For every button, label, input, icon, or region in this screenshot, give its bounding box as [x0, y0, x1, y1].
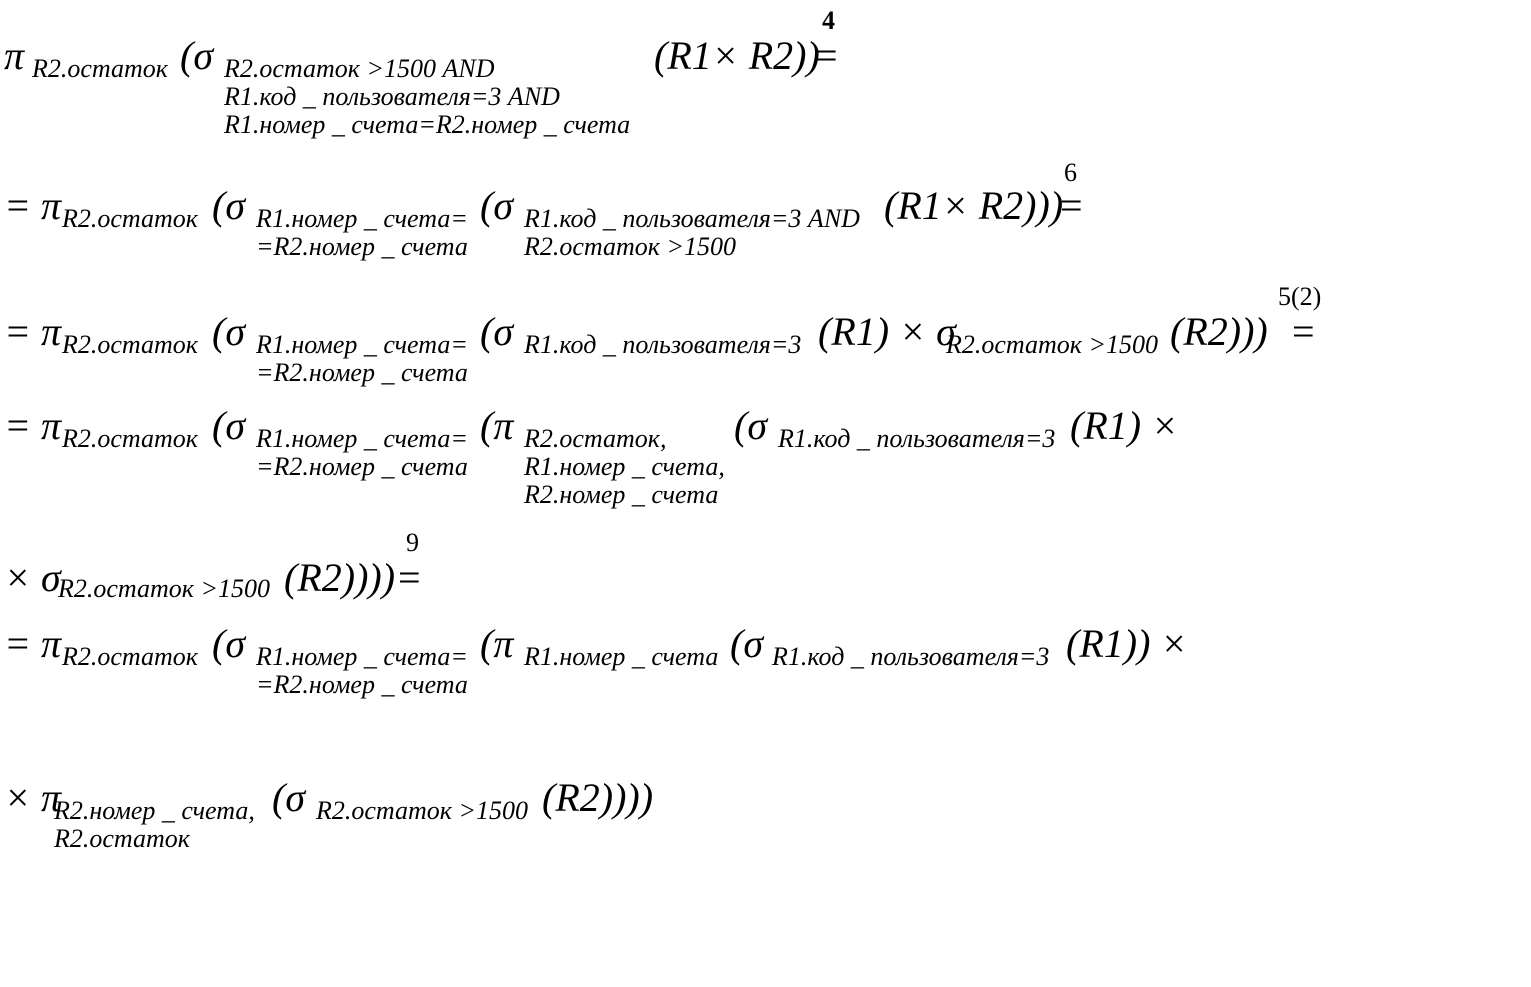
formula-subscript: R1.номер _ счета= — [256, 330, 468, 359]
formula-subscript: R2.остаток — [62, 424, 198, 453]
formula-term: (R1)) × — [1066, 621, 1188, 666]
formula-subscript: R2.остаток — [62, 642, 198, 671]
formula-term: (σ — [212, 309, 246, 354]
formula-term: × σ — [4, 555, 61, 600]
formula-term: (R2)))) — [284, 555, 396, 600]
formula-term: (σ — [212, 183, 246, 228]
formula-term: (R1) × — [1070, 403, 1179, 448]
formula-subscript: R1.номер _ счета — [524, 642, 719, 671]
formula-subscript: R1.номер _ счета=R2.номер _ счета — [224, 110, 631, 139]
formula-subscript: R1.код _ пользователя=3 — [778, 424, 1056, 453]
formula-subscript: R2.остаток >1500 — [316, 796, 528, 825]
formula-subscript: R2.остаток — [54, 824, 190, 853]
formula-term: (R1) × σ — [818, 309, 956, 354]
step-number: 4 — [822, 6, 835, 35]
formula-subscript: R2.номер _ счета, — [54, 796, 255, 825]
formula-term: = — [815, 33, 838, 78]
formula-term: × π — [4, 775, 62, 820]
step-number: 9 — [406, 528, 419, 557]
formula-term: = — [398, 555, 421, 600]
formula-term: (π — [480, 621, 514, 666]
formula-term: (σ — [212, 403, 246, 448]
formula-subscript: =R2.номер _ счета — [256, 670, 468, 699]
formula-term: (σ — [480, 309, 514, 354]
step-number: 5(2) — [1278, 282, 1322, 311]
formula-term: (σ — [730, 621, 764, 666]
formula-subscript: R1.код _ пользователя=3 AND — [224, 82, 560, 111]
formula-subscript: R1.код _ пользователя=3 AND — [524, 204, 860, 233]
formula-subscript: R1.код _ пользователя=3 — [524, 330, 802, 359]
formula-subscript: R2.остаток >1500 — [524, 232, 736, 261]
formula-subscript: R2.остаток — [62, 204, 198, 233]
formula-term: π — [4, 33, 25, 78]
formula-term: = — [1060, 183, 1083, 228]
formula-subscript: R1.номер _ счета= — [256, 424, 468, 453]
formula-term: (σ — [212, 621, 246, 666]
formula-subscript: R2.остаток >1500 — [946, 330, 1158, 359]
formula-subscript: R2.номер _ счета — [524, 480, 719, 509]
formula-subscript: =R2.номер _ счета — [256, 232, 468, 261]
formula-subscript: R1.номер _ счета= — [256, 204, 468, 233]
formula-term: (R2)))) — [542, 775, 654, 820]
formula-subscript: R1.номер _ счета= — [256, 642, 468, 671]
formula-term: = π — [4, 309, 62, 354]
formula-term: (σ — [734, 403, 768, 448]
formula-term: = π — [4, 183, 62, 228]
formula-subscript: =R2.номер _ счета — [256, 358, 468, 387]
formula-term: (R1× R2))) — [884, 183, 1064, 228]
formula-subscript: R2.остаток >1500 — [58, 574, 270, 603]
formula-term: (σ — [272, 775, 306, 820]
formula-subscript: R2.остаток, — [524, 424, 667, 453]
formula-subscript: R1.код _ пользователя=3 — [772, 642, 1050, 671]
formula-term: (σ — [180, 33, 214, 78]
formula-term: = π — [4, 403, 62, 448]
formula-term: (R2))) — [1170, 309, 1268, 354]
formula-subscript: =R2.номер _ счета — [256, 452, 468, 481]
formula-subscript: R1.номер _ счета, — [524, 452, 725, 481]
formula-subscript: R2.остаток >1500 AND — [224, 54, 495, 83]
formula-term: = π — [4, 621, 62, 666]
formula-subscript: R2.остаток — [62, 330, 198, 359]
formula-term: = — [1292, 309, 1315, 354]
formula-subscript: R2.остаток — [32, 54, 168, 83]
formula-term: (π — [480, 403, 514, 448]
step-number: 6 — [1064, 158, 1077, 187]
formula-term: (R1× R2)) — [654, 33, 820, 78]
formula-term: (σ — [480, 183, 514, 228]
